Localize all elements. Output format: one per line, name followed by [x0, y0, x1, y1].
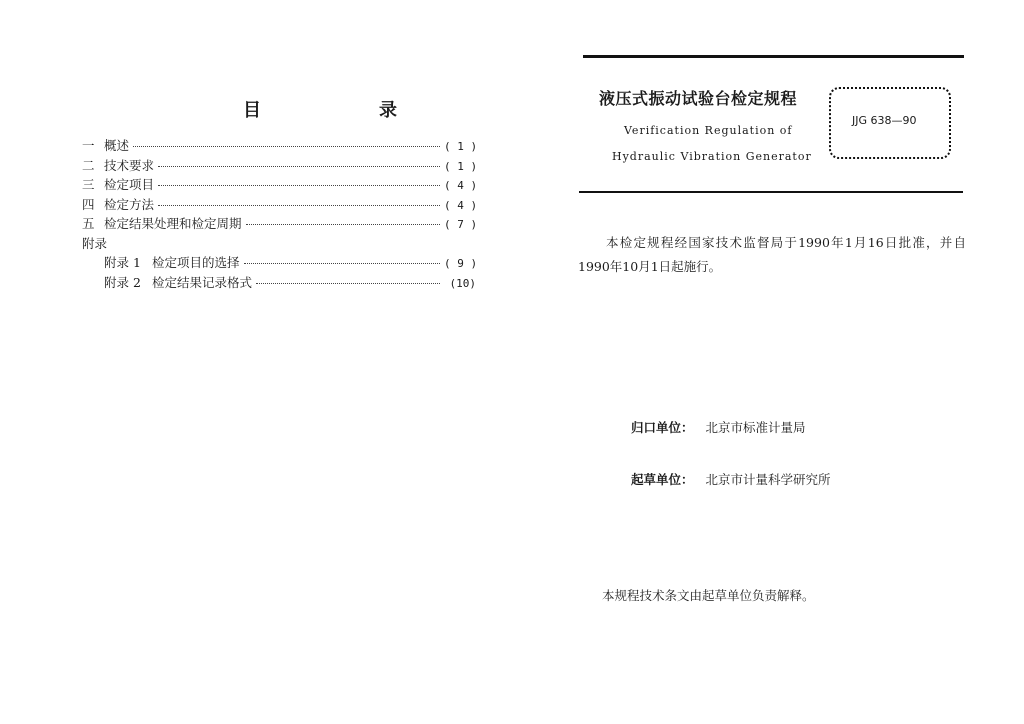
toc-leader-dots: [158, 185, 440, 186]
drafting-unit-value: 北京市计量科学研究所: [705, 472, 831, 487]
toc-appendix-item: [82, 273, 476, 293]
top-rule: [583, 55, 964, 58]
toc-leader-dots: [256, 283, 440, 284]
toc-item-number: 附录 1: [104, 255, 141, 270]
toc-leader-dots: [246, 224, 440, 225]
toc-appendix-item: [82, 253, 476, 273]
toc-item-label: 检定结果处理和检定周期: [104, 216, 242, 231]
toc-item-page: ( 4 ): [444, 179, 478, 192]
toc-item-label: 检定结果记录格式: [152, 274, 253, 290]
toc-item-number: 二: [82, 157, 95, 173]
toc-item-page: ( 7 ): [444, 218, 478, 231]
responsible-unit-label: 归口单位：: [631, 420, 694, 435]
regulation-title-en-line1: Verification Regulation of: [624, 124, 793, 137]
toc-item-number: 四: [82, 196, 95, 212]
toc-item-page: ( 1 ): [444, 140, 478, 153]
responsible-unit-value: 北京市标准计量局: [705, 420, 806, 435]
toc-item-label: 检定方法: [104, 196, 155, 212]
responsible-unit: [631, 418, 806, 436]
toc-item-page: ( 9 ): [444, 257, 478, 270]
regulation-title-cn: 液压式振动试验台检定规程: [599, 89, 798, 108]
regulation-code: JJG 638—90: [852, 114, 917, 127]
toc-item: [82, 156, 476, 176]
toc-item-page: (10): [449, 276, 476, 290]
drafting-unit-label: 起草单位：: [631, 472, 694, 487]
toc-item-label: 检定项目: [104, 177, 155, 192]
toc-item-number: 附录 2: [104, 274, 141, 290]
toc-item-page: ( 4 ): [444, 198, 478, 212]
toc-item-label: 技术要求: [104, 157, 155, 173]
drafting-unit: [631, 470, 831, 488]
toc-item-label: 概述: [104, 138, 130, 153]
toc-item-page: ( 1 ): [444, 159, 478, 173]
toc-item-number: 五: [82, 216, 95, 231]
regulation-title-en-line2: Hydraulic Vibration Generator: [612, 150, 812, 163]
toc-item-number: 三: [82, 177, 95, 192]
interpretation-note: 本规程技术条文由起草单位负责解释。: [602, 588, 815, 603]
toc-item-number: 一: [82, 138, 95, 153]
toc-appendix-heading: 附录: [82, 235, 108, 251]
toc-item: [82, 175, 476, 195]
approval-statement: 本检定规程经国家技术监督局于1990年1月16日批准，并自1990年10月1日起施行。: [578, 235, 966, 274]
toc-title: 目 录: [243, 100, 447, 121]
bottom-rule: [579, 191, 963, 193]
toc-item: [82, 214, 476, 234]
toc-list: [82, 136, 476, 292]
toc-item: [82, 136, 476, 156]
toc-leader-dots: [244, 263, 440, 264]
toc-item-label: 检定项目的选择: [152, 255, 240, 270]
toc-item: [82, 195, 476, 215]
toc-leader-dots: [133, 146, 440, 147]
toc-leader-dots: [158, 166, 440, 167]
toc-leader-dots: [158, 205, 440, 206]
